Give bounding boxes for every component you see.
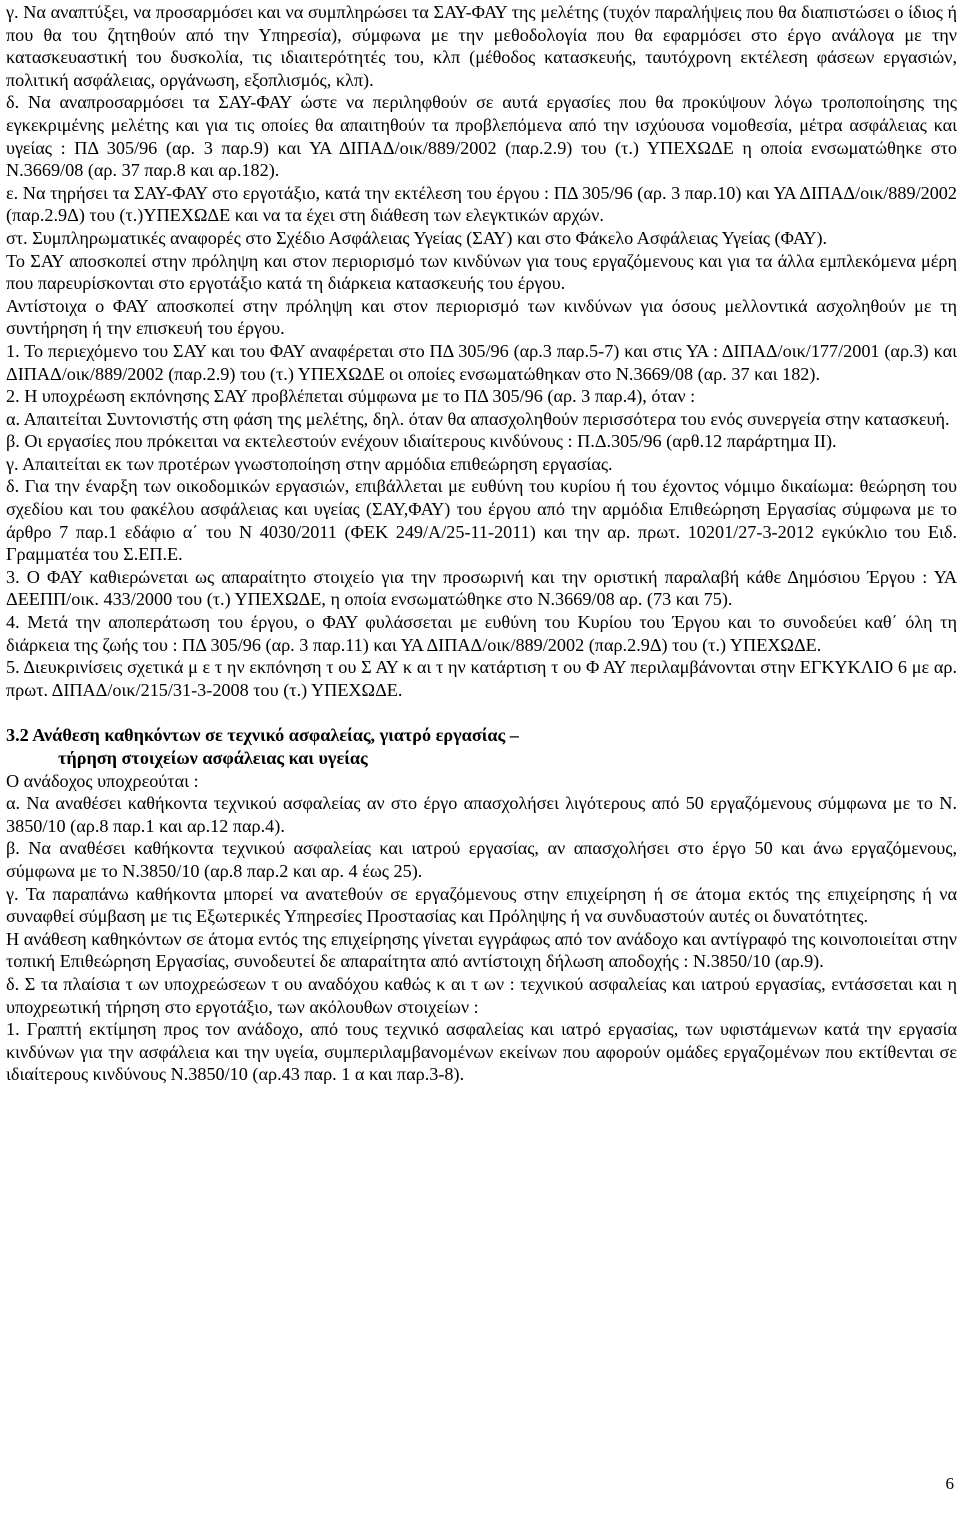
- paragraph-assignment-written: Η ανάθεση καθηκόντων σε άτομα εντός της επιχείρησης γίνεται εγγράφως από τον ανάδοχο και αντίγραφό της κοινοποιείται στην τοπική Επιθεώρηση Εργασίας, συνοδευτεί δε απαραίτητα από αντίστοιχη δήλωση αποδοχής : Ν.3850/10 (αρ.9).: [6, 928, 957, 972]
- paragraph-item-2c: γ. Απαιτείται εκ των προτέρων γνωστοποίηση στην αρμόδια επιθεώρηση εργασίας.: [6, 453, 613, 474]
- paragraph-gamma-adapt: γ. Να αναπτύξει, να προσαρμόσει και να συμπληρώσει τα ΣΑΥ-ΦΑΥ της μελέτης (τυχόν παραλήψεις που θα διαπιστώσει ο ίδιος ή που θα του ζητηθούν από την Υπηρεσία), σύμφωνα με την μεθοδολογία που θα εφαρμόσει στο έργο ανάλογα με την κατασκευαστική του δυσκολία, τις ιδιαιτερότητές του, κλπ (μέθοδος κατασκευής, ταυτόχρονη εκτέλεση φάσεων εργασιών, πολιτική ασφάλειας, οργάνωση, εξοπλισμός, κλπ).: [6, 2, 957, 90]
- paragraph-assign-d: δ. Σ τα πλαίσια τ ων υποχρεώσεων τ ου αναδόχου καθώς κ αι τ ων : τεχνικού ασφαλείας και ιατρού εργασίας, εντάσσεται και η υποχρεωτική τήρηση στο εργοτάξιο, των ακόλουθων στοιχείων :: [6, 973, 957, 1017]
- paragraph-assign-b: β. Να αναθέσει καθήκοντα τεχνικού ασφαλείας και ιατρού εργασίας, αν απασχολήσει στο έργο 50 και άνω εργαζόμενους, σύμφωνα με το Ν.3850/10 (αρ.8 παρ.2 και αρ. 4 έως 25).: [6, 838, 957, 881]
- paragraph-assign-c: γ. Τα παραπάνω καθήκοντα μπορεί να ανατεθούν σε εργαζόμενους στην επιχείρηση ή σε άτομα εκτός της επιχείρησης ή να συναφθεί σύμβαση με τις Εξωτερικές Υπηρεσίες Προστασίας και Πρόληψης ή να συνδυαστούν αυτές οι δυνατότητες.: [6, 883, 957, 927]
- paragraph-item-4: 4. Μετά την αποπεράτωση του έργου, ο ΦΑΥ φυλάσσεται με ευθύνη του Κυρίου του Έργου και το συνοδεύει καθ΄ όλη τη διάρκεια της ζωής του : ΠΔ 305/96 (αρ. 3 παρ.11) και ΥΑ ΔΙΠΑΔ/οικ/889/2002 (παρ.2.9Δ) του (τ.) ΥΠΕΧΩΔΕ.: [6, 612, 957, 655]
- page-number: 6: [945, 1474, 954, 1493]
- paragraph-item-2d: δ. Για την έναρξη των οικοδομικών εργασιών, επιβάλλεται με ευθύνη του κυρίου ή του έχοντος νόμιμο δικαίωμα: θεώρηση του σχεδίου και του φακέλου ασφάλειας και υγείας (ΣΑΥ,ΦΑΥ) του έργου από την αρμόδια Επιθεώρηση Εργασίας σύμφωνα με το άρθρο 7 παρ.1 εδάφιο α΄ του Ν 4030/2011 (ΦΕΚ 249/Α/25-11-2011) και την αρ. πρωτ. 10201/27-3-2012 εγκύκλιο του Ειδ. Γραμματέα του Σ.ΕΠ.Ε.: [6, 476, 957, 565]
- paragraph-item-1: 1. Το περιεχόμενο του ΣΑΥ και του ΦΑΥ αναφέρεται στο ΠΔ 305/96 (αρ.3 παρ.5-7) και στις ΥΑ : ΔΙΠΑΔ/οικ/177/2001 (αρ.3) και ΔΙΠΑΔ/οικ/889/2002 (παρ.2.9) του (τ.) ΥΠΕΧΩΔΕ οι οποίες ενσωματώθηκαν στο Ν.3669/08 (αρ. 37 και 182).: [6, 340, 957, 384]
- paragraph-assign-a: α. Να αναθέσει καθήκοντα τεχνικού ασφαλείας αν στο έργο απασχολήσει λιγότερους από 50 εργαζόμενους σύμφωνα με το Ν. 3850/10 (αρ.8 παρ.1 και αρ.12 παρ.4).: [6, 793, 957, 836]
- section-heading-continuation: τήρηση στοιχείων ασφάλειας και υγείας: [58, 748, 368, 768]
- paragraph-say-purpose: Το ΣΑΥ αποσκοπεί στην πρόληψη και στον περιορισμό των κινδύνων για τους εργαζόμενους και για τα άλλα εμπλεκόμενα μέρη που παρευρίσκονται στο εργοτάξιο κατά τη διάρκεια κατασκευής του έργου.: [6, 250, 957, 294]
- section-heading: 3.2 Ανάθεση καθηκόντων σε τεχνικό ασφαλείας, γιατρό εργασίας –: [6, 725, 519, 746]
- paragraph-written-assessment: 1. Γραπτή εκτίμηση προς τον ανάδοχο, από τους τεχνικό ασφαλείας και ιατρό εργασίας, των υφιστάμενων κατά την εργασία κινδύνων για την ασφάλεια και την υγεία, συμπεριλαμβανομένων εκείνων που αφορούν ομάδες εργαζομένων που εκτίθενται σε ιδιαίτερους κινδύνους Ν.3850/10 (αρ.43 παρ. 1 α και παρ.3-8).: [6, 1019, 957, 1085]
- paragraph-epsilon-keep: ε. Να τηρήσει τα ΣΑΥ-ΦΑΥ στο εργοτάξιο, κατά την εκτέλεση του έργου : ΠΔ 305/96 (αρ. 3 παρ.10) και ΥΑ ΔΙΠΑΔ/οικ/889/2002 (παρ.2.9Δ) του (τ.)ΥΠΕΧΩΔΕ και να τα έχει στη διάθεση των ελεγκτικών αρχών.: [6, 182, 957, 226]
- paragraph-item-5: 5. Διευκρινίσεις σχετικά μ ε τ ην εκπόνηση τ ου Σ ΑΥ κ αι τ ην κατάρτιση τ ου Φ ΑΥ περιλαμβάνονται στην ΕΓΚΥΚΛΙΟ 6 με αρ. πρωτ. ΔΙΠΑΔ/οικ/215/31-3-2008 του (τ.) ΥΠΕΧΩΔΕ.: [6, 657, 957, 700]
- paragraph-contractor-obliged: Ο ανάδοχος υποχρεούται :: [6, 770, 199, 791]
- document-page: [6, 1, 957, 1086]
- section-spacer: [6, 701, 957, 724]
- paragraph-fay-purpose: Αντίστοιχα ο ΦΑΥ αποσκοπεί στην πρόληψη και στον περιορισμό των κινδύνων για όσους μελλοντικά ασχοληθούν με τη συντήρηση ή την επισκευή του έργου.: [6, 295, 957, 339]
- paragraph-item-2: 2. Η υποχρέωση εκπόνησης ΣΑΥ προβλέπεται σύμφωνα με το ΠΔ 305/96 (αρ. 3 παρ.4), όταν :: [6, 386, 696, 407]
- paragraph-delta-readjust: δ. Να αναπροσαρμόσει τα ΣΑΥ-ΦΑΥ ώστε να περιληφθούν σε αυτά εργασίες που θα προκύψουν λόγω τροποποίησης της εγκεκριμένης μελέτης και για τις οποίες θα απαιτηθούν τα προβλεπόμενα από την ισχύουσα νομοθεσία, μέτρα ασφάλειας και υγείας : ΠΔ 305/96 (αρ. 3 παρ.9) και ΥΑ ΔΙΠΑΔ/οικ/889/2002 (παρ.2.9) του (τ.) ΥΠΕΧΩΔΕ η οποία ενσωματώθηκε στο Ν.3669/08 (αρ. 37 παρ.8 και αρ.182).: [6, 92, 957, 181]
- paragraph-item-3: 3. Ο ΦΑΥ καθιερώνεται ως απαραίτητο στοιχείο για την προσωρινή και την οριστική παραλαβή κάθε Δημόσιου Έργου : ΥΑ ΔΕΕΠΠ/οικ. 433/2000 του (τ.) ΥΠΕΧΩΔΕ, η οποία ενσωματώθηκε στο Ν.3669/08 αρ. (73 και 75).: [6, 566, 957, 610]
- paragraph-st-supplementary: στ. Συμπληρωματικές αναφορές στο Σχέδιο Ασφάλειας Υγείας (ΣΑΥ) και στο Φάκελο Ασφάλειας Υγείας (ΦΑΥ).: [6, 227, 828, 248]
- paragraph-item-2a: α. Απαιτείται Συντονιστής στη φάση της μελέτης, δηλ. όταν θα απασχοληθούν περισσότερα του ενός συνεργεία στην κατασκευή.: [6, 408, 950, 429]
- paragraph-item-2b: β. Οι εργασίες που πρόκειται να εκτελεστούν ενέχουν ιδιαίτερους κινδύνους : Π.Δ.305/96 (αρθ.12 παράρτημα ΙΙ).: [6, 431, 837, 452]
